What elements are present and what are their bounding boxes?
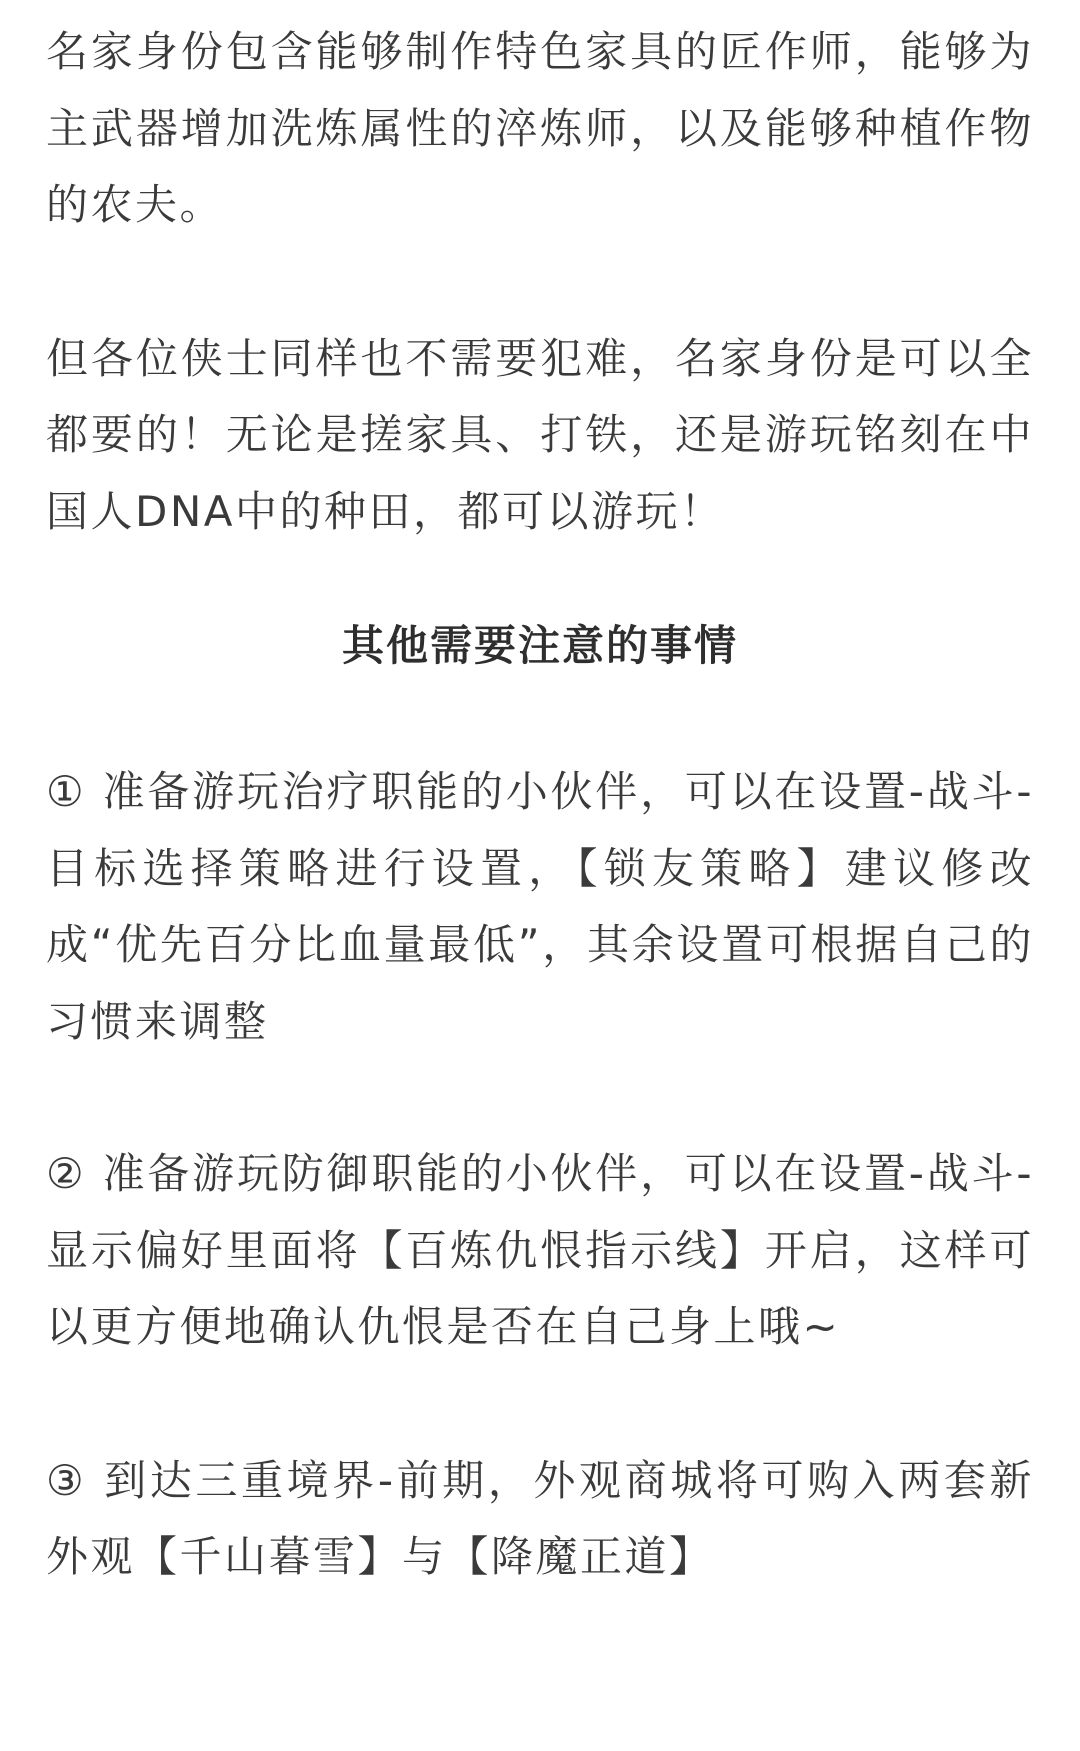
tip-new-outfits: ③ 到达三重境界-前期，外观商城将可购入两套新外观【千山暮雪】与【降魔正道】 [46, 1455, 1034, 1581]
paragraph-all-identities: 但各位侠士同样也不需要犯难，名家身份是可以全都要的！无论是搓家具、打铁，还是游玩铭刻在中国人DNA中的种田，都可以游玩！ [46, 333, 1034, 536]
tip-tank-settings: ② 准备游玩防御职能的小伙伴，可以在设置-战斗-显示偏好里面将【百炼仇恨指示线】开启，这样可以更方便地确认仇恨是否在自己身上哦~ [46, 1149, 1034, 1351]
paragraph-identity-types: 名家身份包含能够制作特色家具的匠作师，能够为主武器增加洗炼属性的淬炼师，以及能够种植作物的农夫。 [46, 27, 1034, 229]
section-heading: 其他需要注意的事情 [341, 621, 738, 670]
article-body [46, 14, 1034, 1596]
tip-healer-settings: ① 准备游玩治疗职能的小伙伴，可以在设置-战斗-目标选择策略进行设置，【锁友策略】建议修改成“优先百分比血量最低”，其余设置可根据自己的习惯来调整 [46, 767, 1034, 1046]
